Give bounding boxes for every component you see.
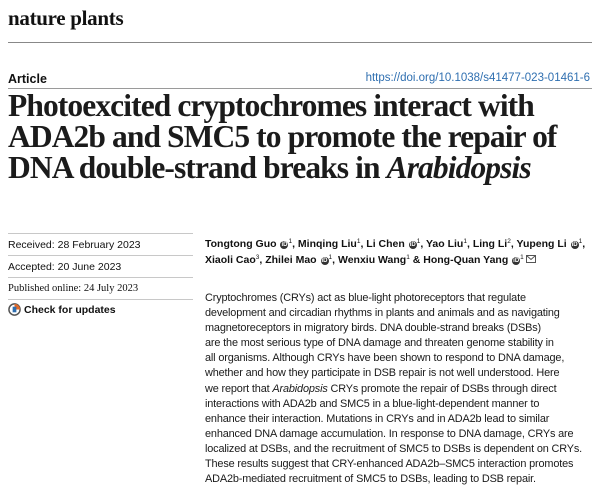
orcid-icon[interactable]: iD xyxy=(571,242,578,248)
abstract-line: are the most serious type of DNA damage and threaten genome stability in xyxy=(205,337,554,350)
published-date: Published online: 24 July 2023 xyxy=(8,283,139,294)
orcid-icon[interactable]: iD xyxy=(513,258,520,264)
check-for-updates-button[interactable] xyxy=(8,303,116,316)
orcid-icon[interactable]: iD xyxy=(321,258,328,264)
orcid-icon[interactable]: iD xyxy=(281,242,288,248)
meta-divider xyxy=(8,233,193,234)
check-updates-label: Check for updates xyxy=(24,303,116,316)
abstract-line: These results suggest that CRY-enhanced ADA2b–SMC5 interaction promotes xyxy=(205,458,574,471)
header-divider xyxy=(8,42,592,43)
doi-link[interactable]: https://doi.org/10.1038/s41477-023-01461-6 xyxy=(365,72,590,84)
author-list: Tongtong Guo $iD^1$, Minqing Liu$^1$, Li Chen $iD^1$, Yao Liu$^1$, Ling Li$^2$, Yupeng Li $iD^1$, Xiaoli Cao$^3$, Zhilei Mao $iD^1$, Wenxiu Wang$^1$ & Hong-Quan Yang $iD^1$ xyxy=(205,238,586,266)
author-name[interactable]: Tongtong Guo $iD^1$ xyxy=(205,238,293,250)
author-name[interactable]: Yao Liu$^1$ xyxy=(426,238,467,250)
title-species: Arabidopsis xyxy=(386,150,531,185)
meta-divider xyxy=(8,277,193,278)
author-name[interactable]: Minqing Liu$^1$ xyxy=(297,238,361,250)
author-name[interactable]: Xiaoli Cao$^3$ xyxy=(205,254,260,266)
meta-divider xyxy=(8,255,193,256)
abstract-line: enhance their interaction. Mutations in CRYs and in ADA2b lead to similar xyxy=(205,412,550,425)
abstract-line: ADA2b-mediated recruitment of SMC5 to DSBs, leading to DSB repair. xyxy=(205,473,536,486)
article-type: Article xyxy=(8,72,47,86)
title-line: ADA2b and SMC5 to promote the repair of xyxy=(8,119,557,154)
abstract-line: whether and how they participate in DSB repair is not well understood. Here xyxy=(205,367,560,380)
abstract xyxy=(205,291,595,487)
author-name[interactable]: Zhilei Mao $iD^1$ xyxy=(265,254,333,266)
abstract-line: we report that Arabidopsis CRYs promote the repair of DSBs through direct xyxy=(205,382,557,395)
mail-icon[interactable] xyxy=(526,255,536,263)
abstract-line: interactions with ADA2b and SMC5 in a blue-light-dependent manner to xyxy=(205,397,540,410)
abstract-line: all organisms. Although CRYs have been shown to respond to DNA damage, xyxy=(205,352,565,365)
abstract-line: development and circadian rhythms in plants and animals and as navigating xyxy=(205,307,560,320)
check-updates-icon xyxy=(8,303,21,316)
author-name[interactable]: Ling Li$^2$ xyxy=(472,238,511,250)
received-date: Received: 28 February 2023 xyxy=(8,239,141,251)
meta-divider xyxy=(8,299,193,300)
author-name[interactable]: Li Chen $iD^1$ xyxy=(366,238,421,250)
title-line: DNA double-strand breaks in Arabidopsis xyxy=(8,150,531,185)
author-name[interactable]: Hong-Quan Yang $iD^1$ xyxy=(423,254,536,266)
title-line: Photoexcited cryptochromes interact with xyxy=(8,88,534,123)
accepted-date: Accepted: 20 June 2023 xyxy=(8,261,122,273)
abstract-line: enhanced DNA damage accumulation. In response to DNA damage, CRYs are xyxy=(205,427,574,440)
abstract-line: Cryptochromes (CRYs) act as blue-light photoreceptors that regulate xyxy=(205,292,526,304)
author-name[interactable]: Yupeng Li $iD^1$ xyxy=(516,238,583,250)
abstract-line: magnetoreceptors in migratory birds. DNA double-strand breaks (DSBs) xyxy=(205,322,542,335)
orcid-icon[interactable]: iD xyxy=(409,242,416,248)
abstract-line: localized at DSBs, and the recruitment of SMC5 to DSBs is dependent on CRYs. xyxy=(205,442,583,455)
author-name[interactable]: Wenxiu Wang$^1$ xyxy=(337,254,410,266)
article-title xyxy=(8,90,598,183)
journal-name: nature plants xyxy=(8,6,124,30)
